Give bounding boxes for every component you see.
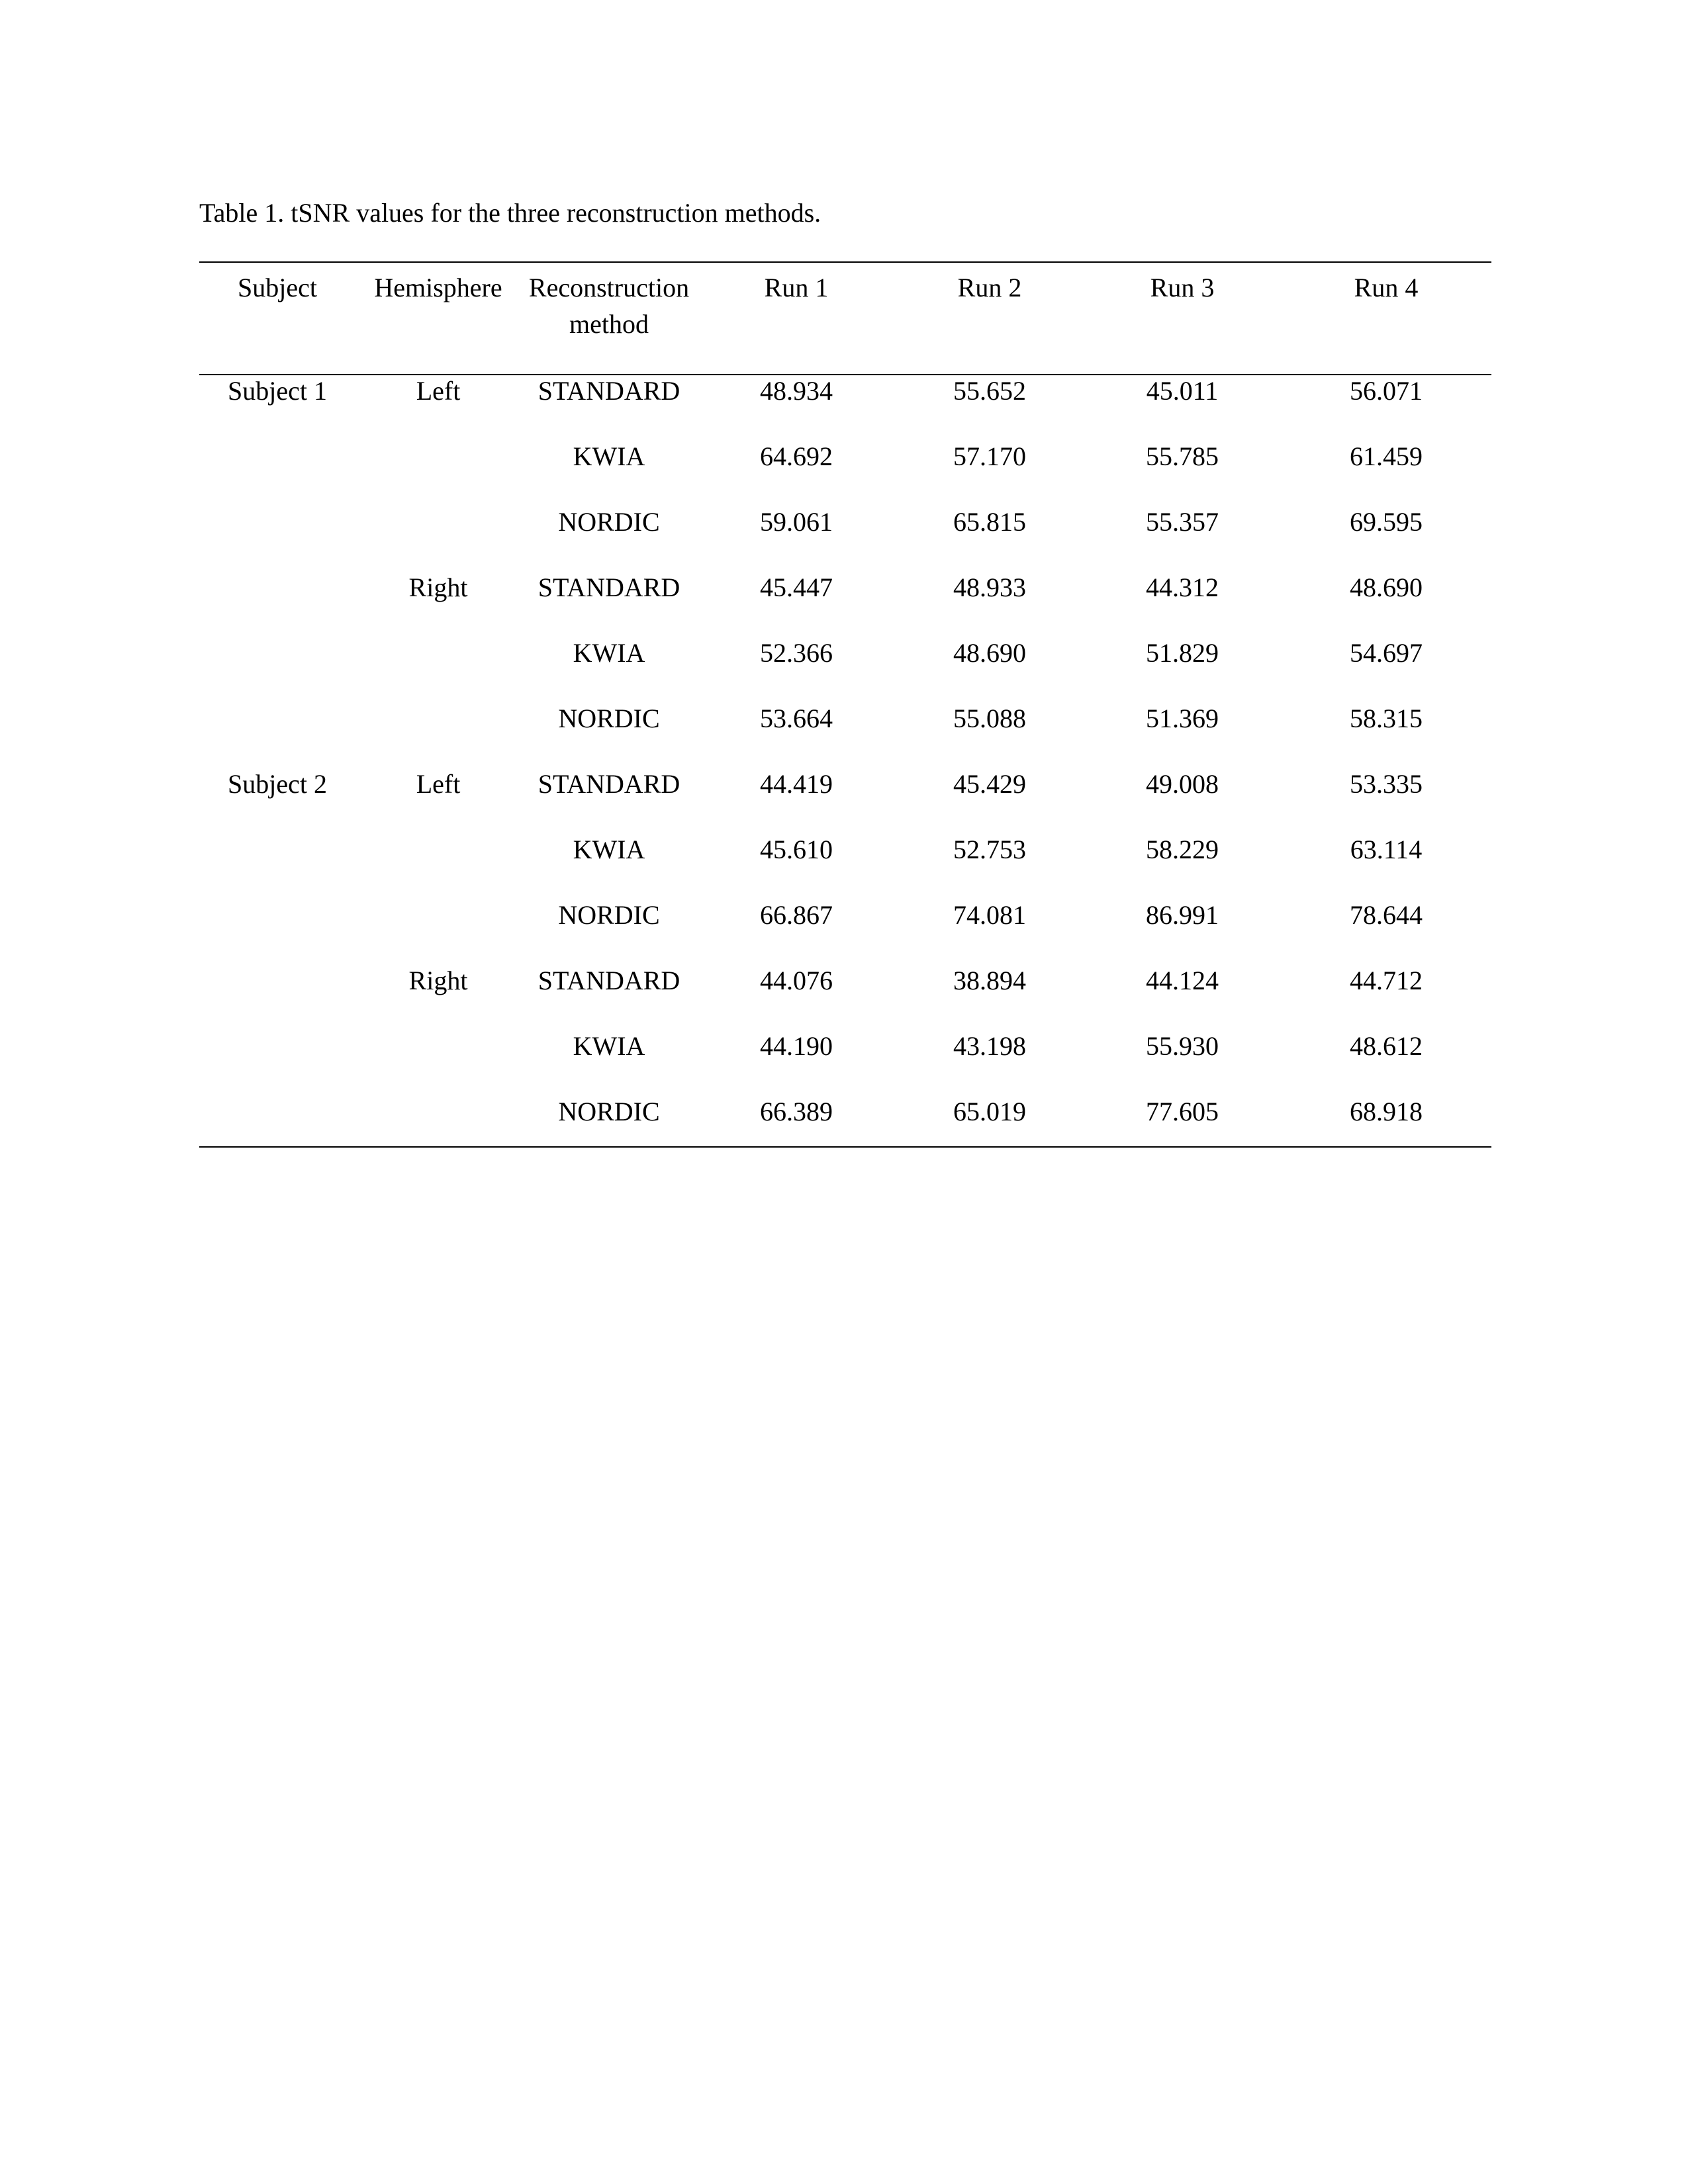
cell-run2: 74.081 bbox=[953, 900, 1026, 930]
cell-method: STANDARD bbox=[538, 769, 680, 799]
cell-run3: 55.357 bbox=[1146, 507, 1219, 537]
cell-run2: 52.753 bbox=[953, 835, 1026, 864]
cell-run4: 48.690 bbox=[1350, 572, 1423, 602]
cell-hemisphere bbox=[355, 899, 521, 965]
cell-run1: 59.061 bbox=[760, 507, 833, 537]
cell-run2: 43.198 bbox=[953, 1031, 1026, 1061]
table-caption: Table 1. tSNR values for the three reconstruction methods. bbox=[199, 198, 821, 228]
cell-run3: 86.991 bbox=[1146, 900, 1219, 930]
cell-run3: 51.829 bbox=[1146, 638, 1219, 668]
cell-hemisphere bbox=[355, 506, 521, 572]
header-run4: Run 4 bbox=[1354, 273, 1419, 302]
cell-method: KWIA bbox=[573, 441, 645, 471]
cell-run1: 44.190 bbox=[760, 1031, 833, 1061]
cell-subject bbox=[199, 1030, 355, 1096]
cell-run1: 64.692 bbox=[760, 441, 833, 471]
cell-hemisphere bbox=[355, 1030, 521, 1096]
cell-run4: 78.644 bbox=[1350, 900, 1423, 930]
cell-run4: 54.697 bbox=[1350, 638, 1423, 668]
cell-run1: 44.076 bbox=[760, 966, 833, 995]
cell-hemisphere: Right bbox=[408, 572, 468, 602]
cell-run2: 45.429 bbox=[953, 769, 1026, 799]
table-row bbox=[199, 768, 1491, 834]
cell-run2: 48.690 bbox=[953, 638, 1026, 668]
cell-hemisphere bbox=[355, 637, 521, 703]
header-run3: Run 3 bbox=[1150, 273, 1215, 302]
cell-run3: 49.008 bbox=[1146, 769, 1219, 799]
cell-run4: 53.335 bbox=[1350, 769, 1423, 799]
cell-run1: 52.366 bbox=[760, 638, 833, 668]
cell-method: NORDIC bbox=[558, 704, 660, 733]
cell-subject bbox=[199, 572, 355, 637]
table-row bbox=[199, 441, 1491, 506]
table-row bbox=[199, 1030, 1491, 1096]
header-subject: Subject bbox=[238, 273, 317, 302]
cell-run3: 44.124 bbox=[1146, 966, 1219, 995]
cell-run2: 55.088 bbox=[953, 704, 1026, 733]
cell-run1: 48.934 bbox=[760, 376, 833, 406]
cell-method: NORDIC bbox=[558, 1097, 660, 1126]
cell-hemisphere: Left bbox=[416, 769, 461, 799]
cell-run4: 58.315 bbox=[1350, 704, 1423, 733]
cell-method: STANDARD bbox=[538, 966, 680, 995]
cell-run3: 44.312 bbox=[1146, 572, 1219, 602]
cell-run2: 38.894 bbox=[953, 966, 1026, 995]
cell-hemisphere bbox=[355, 703, 521, 768]
cell-method: KWIA bbox=[573, 638, 645, 668]
table-row bbox=[199, 965, 1491, 1030]
cell-run1: 45.610 bbox=[760, 835, 833, 864]
cell-run4: 63.114 bbox=[1350, 835, 1423, 864]
table-row bbox=[199, 899, 1491, 965]
table-row bbox=[199, 572, 1491, 637]
cell-method: KWIA bbox=[573, 1031, 645, 1061]
cell-run3: 77.605 bbox=[1146, 1097, 1219, 1126]
cell-hemisphere bbox=[355, 834, 521, 899]
cell-run2: 65.019 bbox=[953, 1097, 1026, 1126]
cell-run3: 45.011 bbox=[1146, 376, 1219, 406]
header-method-line1: Reconstruction bbox=[528, 273, 690, 302]
cell-run2: 57.170 bbox=[953, 441, 1026, 471]
cell-subject bbox=[199, 965, 355, 1030]
cell-hemisphere: Left bbox=[416, 376, 461, 406]
header-run2: Run 2 bbox=[957, 273, 1022, 302]
cell-run4: 69.595 bbox=[1350, 507, 1423, 537]
tsnr-table bbox=[199, 261, 1491, 1148]
cell-subject bbox=[199, 1096, 355, 1147]
table-row bbox=[199, 1096, 1491, 1147]
cell-run2: 65.815 bbox=[953, 507, 1026, 537]
cell-method: STANDARD bbox=[538, 572, 680, 602]
cell-run2: 48.933 bbox=[953, 572, 1026, 602]
cell-run4: 44.712 bbox=[1350, 966, 1423, 995]
header-reconstruction-method bbox=[521, 262, 697, 375]
cell-run3: 55.785 bbox=[1146, 441, 1219, 471]
cell-run1: 45.447 bbox=[760, 572, 833, 602]
cell-run1: 44.419 bbox=[760, 769, 833, 799]
cell-subject bbox=[199, 441, 355, 506]
cell-subject bbox=[199, 899, 355, 965]
cell-run3: 58.229 bbox=[1146, 835, 1219, 864]
header-run1: Run 1 bbox=[764, 273, 829, 302]
cell-run1: 66.867 bbox=[760, 900, 833, 930]
table-row bbox=[199, 375, 1491, 441]
table-header-row bbox=[199, 262, 1491, 375]
cell-run4: 61.459 bbox=[1350, 441, 1423, 471]
cell-subject bbox=[199, 703, 355, 768]
table-row bbox=[199, 703, 1491, 768]
cell-hemisphere bbox=[355, 441, 521, 506]
cell-run1: 66.389 bbox=[760, 1097, 833, 1126]
cell-hemisphere: Right bbox=[408, 966, 468, 995]
cell-subject bbox=[199, 637, 355, 703]
cell-subject bbox=[199, 506, 355, 572]
table-row bbox=[199, 506, 1491, 572]
cell-run3: 51.369 bbox=[1146, 704, 1219, 733]
cell-method: KWIA bbox=[573, 835, 645, 864]
cell-hemisphere bbox=[355, 1096, 521, 1147]
cell-run4: 56.071 bbox=[1350, 376, 1423, 406]
cell-subject: Subject 1 bbox=[228, 376, 327, 406]
cell-subject bbox=[199, 834, 355, 899]
cell-run3: 55.930 bbox=[1146, 1031, 1219, 1061]
table-body bbox=[199, 375, 1491, 1147]
cell-run2: 55.652 bbox=[953, 376, 1026, 406]
cell-subject: Subject 2 bbox=[228, 769, 327, 799]
cell-run1: 53.664 bbox=[760, 704, 833, 733]
cell-method: NORDIC bbox=[558, 507, 660, 537]
header-method-line2: method bbox=[569, 309, 649, 339]
table-row bbox=[199, 834, 1491, 899]
cell-method: STANDARD bbox=[538, 376, 680, 406]
cell-method: NORDIC bbox=[558, 900, 660, 930]
cell-run4: 48.612 bbox=[1350, 1031, 1423, 1061]
header-hemisphere: Hemisphere bbox=[374, 273, 502, 302]
cell-run4: 68.918 bbox=[1350, 1097, 1423, 1126]
table-row bbox=[199, 637, 1491, 703]
